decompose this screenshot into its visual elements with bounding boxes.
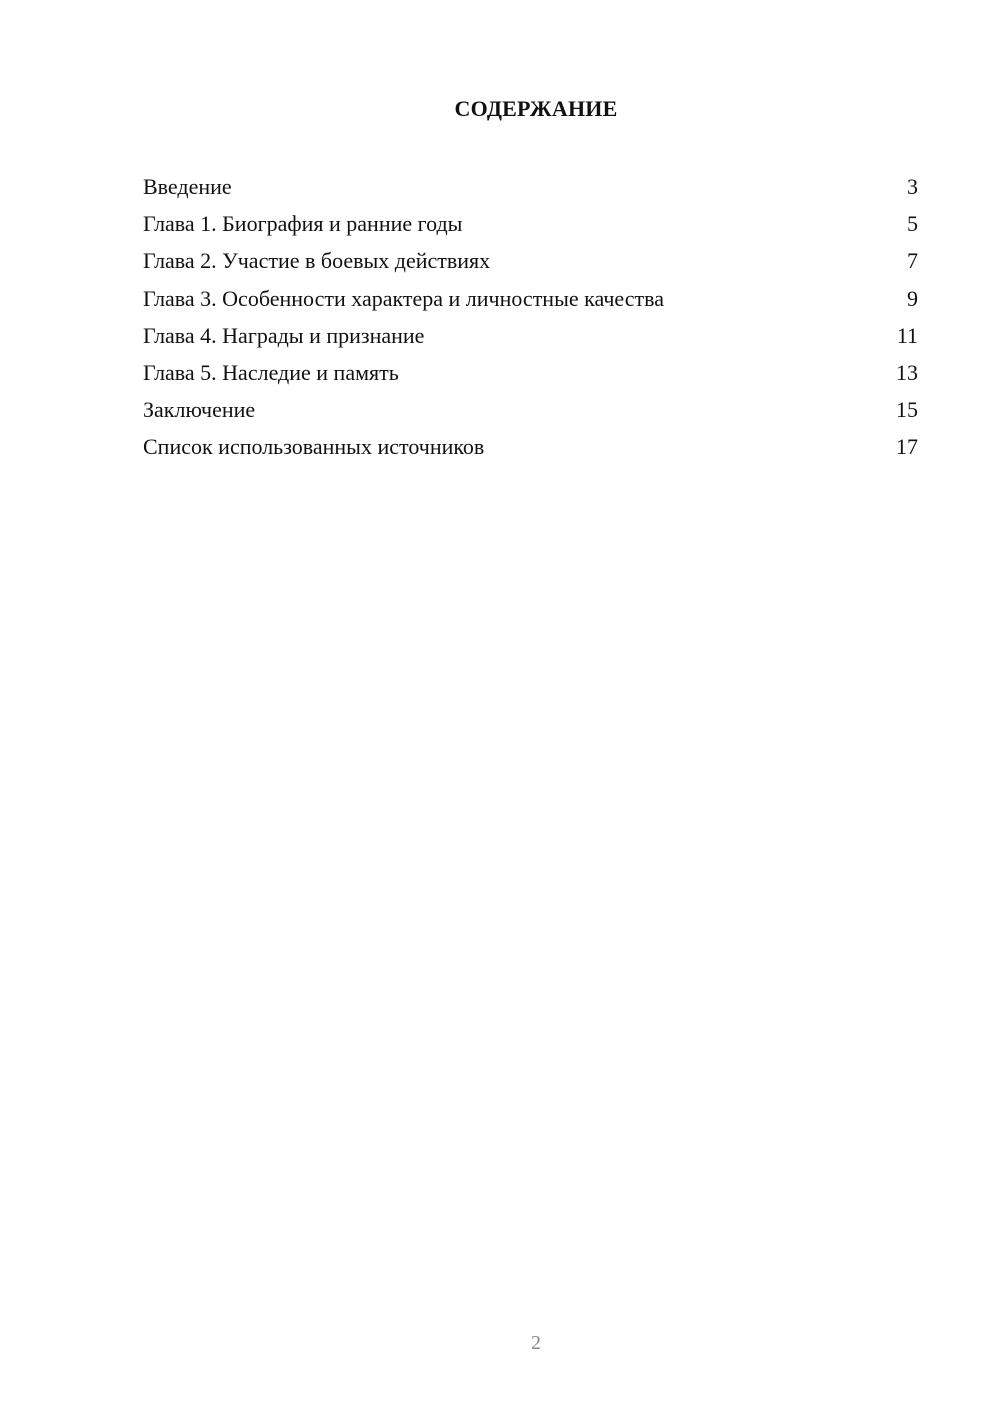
toc-entry-page: 11 (896, 322, 918, 348)
toc-entry[interactable] (143, 205, 918, 242)
toc-entry[interactable] (143, 317, 918, 354)
toc-entry-title: Заключение (143, 397, 256, 423)
toc-entry-title: Введение (143, 174, 232, 199)
toc-entry-page: 5 (907, 211, 918, 237)
toc-entry[interactable] (143, 168, 918, 205)
toc-entry-page: 17 (896, 434, 918, 460)
toc-entry-page: 3 (907, 174, 918, 199)
table-of-contents (143, 168, 918, 466)
toc-entry-title: Глава 1. Биография и ранние годы (143, 211, 463, 237)
toc-heading: СОДЕРЖАНИЕ (454, 96, 618, 121)
page-number: 2 (531, 1332, 541, 1354)
toc-entry-page: 7 (907, 248, 918, 274)
toc-entry[interactable] (143, 391, 918, 428)
toc-entry-title: Список использованных источников (143, 434, 485, 460)
toc-entry-page: 13 (896, 359, 918, 385)
toc-entry[interactable] (143, 354, 918, 391)
toc-entry-page: 15 (896, 397, 918, 423)
toc-entry-title: Глава 4. Награды и признание (143, 322, 425, 348)
toc-entry[interactable] (143, 242, 918, 279)
toc-entry-title: Глава 3. Особенности характера и личностные качества (143, 285, 664, 311)
toc-entry-title: Глава 5. Наследие и память (143, 359, 399, 385)
toc-entry-title: Глава 2. Участие в боевых действиях (143, 248, 491, 274)
toc-entry[interactable] (143, 428, 918, 465)
toc-entry[interactable] (143, 280, 918, 317)
toc-entry-page: 9 (907, 285, 918, 311)
